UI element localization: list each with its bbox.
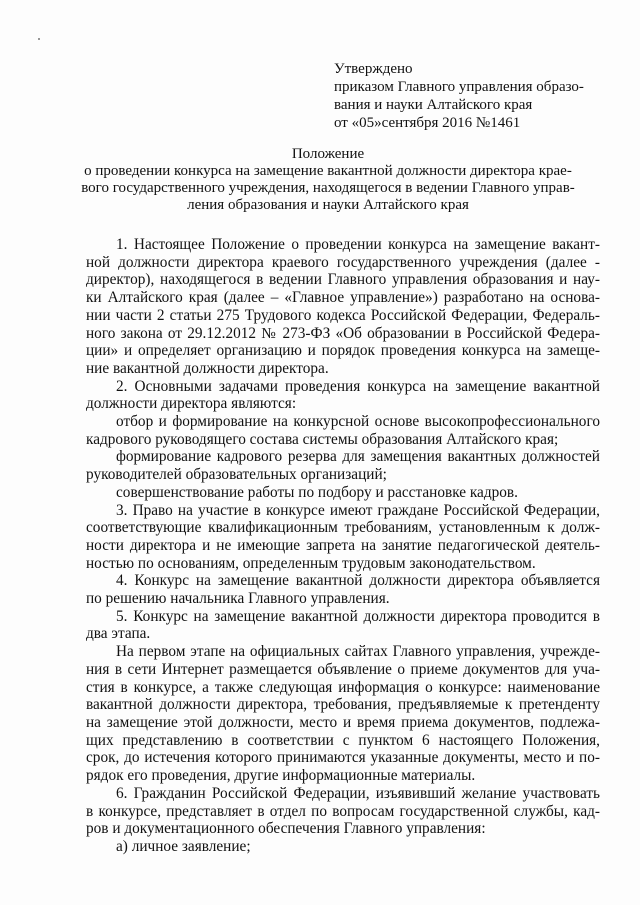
text-line: ностью по основаниям, определенным трудовым законодательством.: [86, 554, 536, 572]
paragraph: [86, 643, 600, 785]
text-line: кадрового руководящего состава системы образования Алтайского края;: [86, 430, 559, 448]
document-subtitle: [80, 163, 576, 214]
approval-block: [334, 60, 624, 132]
paragraph: [86, 484, 600, 502]
subtitle-line: о проведении конкурса на замещение вакантной должности директора крае-: [84, 163, 572, 179]
text-line: ной должности директора краевого государственного учреждения (далее -: [86, 253, 600, 271]
text-line: 5. Конкурс на замещение вакантной должности директора проводится в: [116, 607, 600, 625]
paragraph: [86, 413, 600, 448]
paragraph: [86, 502, 600, 573]
text-line: на замещение этой должности, место и время приема документов, подлежа-: [86, 713, 600, 731]
text-line: 2. Основными задачами проведения конкурса на замещение вакантной: [116, 377, 600, 395]
text-line: ров и документационного обеспечения Главного управления:: [86, 820, 486, 838]
text-line: ного закона от 29.12.2012 № 273-ФЗ «Об образовании в Российской Федера-: [86, 324, 600, 342]
text-line: 4. Конкурс на замещение вакантной должности директора объявляется: [116, 572, 600, 590]
subtitle-line: ления образования и науки Алтайского края: [187, 197, 469, 213]
paragraph: [86, 378, 600, 413]
text-line: директор), находящегося в ведении Главного управления образования и нау-: [86, 271, 600, 289]
subtitle-line: вого государственного учреждения, находящегося в ведении Главного управ-: [81, 180, 575, 196]
text-line: рядок его проведения, другие информационные материалы.: [86, 767, 476, 785]
text-line: ния в сети Интернет размещается объявление о приеме документов для уча-: [86, 660, 600, 678]
document-heading: [80, 146, 576, 214]
approval-line: вания и науки Алтайского края: [334, 97, 533, 113]
text-line: в конкурсе, представляет в отдел по вопросам государственной службы, кад-: [86, 802, 600, 820]
document-title: Положение: [291, 146, 365, 162]
paragraph: [86, 572, 600, 607]
approval-line: приказом Главного управления образо-: [334, 79, 584, 95]
scan-speck: [38, 38, 40, 40]
text-line: формирование кадрового резерва для замещения вакантных должностей: [116, 448, 600, 466]
text-line: 6. Гражданин Российской Федерации, изъявивший желание участвовать: [116, 784, 600, 802]
text-line: ние вакантной должности директора.: [86, 359, 329, 377]
document-body: [86, 236, 600, 856]
text-line: ности директора и не имеющие запрета на занятие педагогической деятель-: [86, 536, 600, 554]
text-line: ции» и определяет организацию и порядок проведения конкурса на замеще-: [86, 342, 600, 360]
approval-line: Утверждено: [334, 61, 413, 77]
paragraph: [86, 838, 600, 856]
text-line: отбор и формирование на конкурсной основе высокопрофессионального: [116, 413, 600, 431]
text-line: должности директора являются:: [86, 395, 297, 413]
text-line: срок, до истечения которого принимаются указанные документы, место и по-: [86, 749, 600, 767]
text-line: щих представлению в соответствии с пунктом 6 настоящего Положения,: [86, 731, 600, 749]
text-line: На первом этапе на официальных сайтах Главного управления, учрежде-: [116, 643, 600, 661]
text-line: ки Алтайского края (далее – «Главное управление») разработано на основа-: [86, 289, 600, 307]
approval-line: от «05»сентября 2016 №1461: [334, 115, 521, 131]
text-line: руководителей образовательных организаций;: [86, 466, 387, 484]
text-line: вакантной должности директора, требования, предъявляемые к претенденту: [86, 696, 600, 714]
text-line: а) личное заявление;: [116, 837, 251, 855]
paragraph: [86, 608, 600, 643]
text-line: 1. Настоящее Положение о проведении конкурса на замещение вакант-: [116, 236, 600, 253]
text-line: по решению начальника Главного управления.: [86, 590, 390, 608]
text-line: совершенствование работы по подбору и расстановке кадров.: [116, 483, 518, 501]
text-line: нии части 2 статьи 275 Трудового кодекса Российской Федерации, Федераль-: [86, 306, 600, 324]
text-line: 3. Право на участие в конкурсе имеют граждане Российской Федерации,: [116, 501, 600, 519]
text-line: два этапа.: [86, 625, 151, 643]
text-line: соответствующие квалификационным требованиям, установленным к долж-: [86, 519, 600, 537]
text-line: стия в конкурсе, а также следующая информация о конкурсе: наименование: [86, 678, 600, 696]
paragraph: [86, 785, 600, 838]
paragraph: [86, 236, 600, 378]
paragraph: [86, 448, 600, 483]
